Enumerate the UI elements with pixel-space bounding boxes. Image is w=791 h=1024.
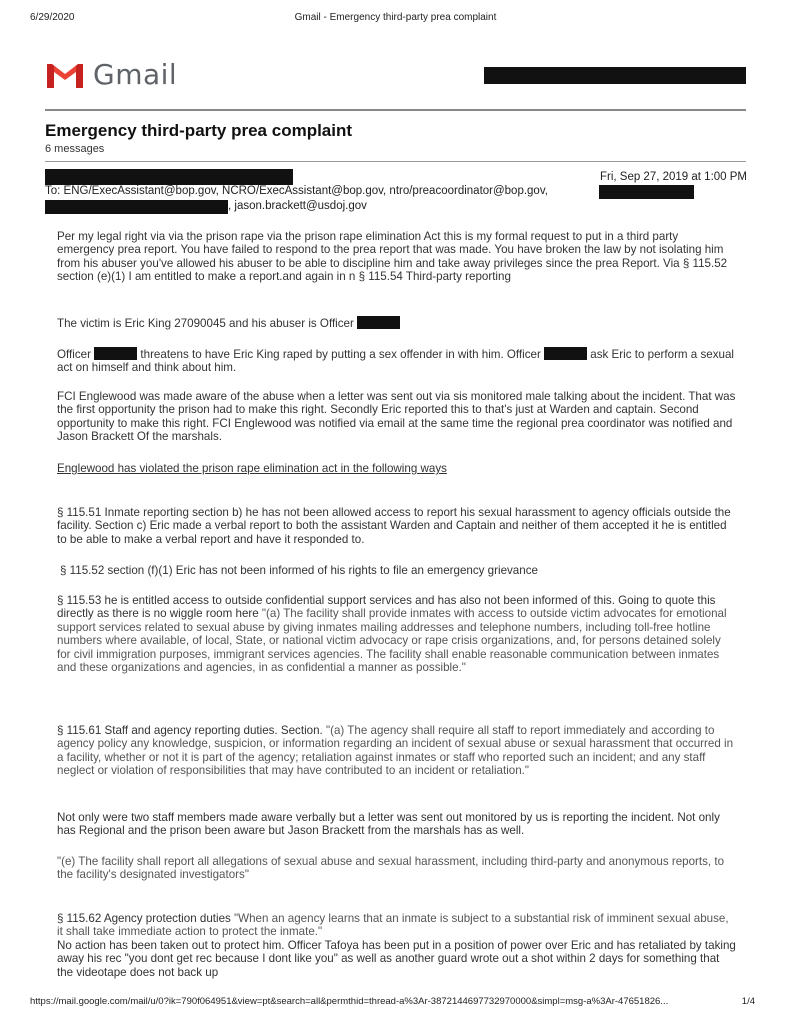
redacted-recipient <box>45 200 228 214</box>
paragraph: § 115.62 Agency protection duties "When an agency learns that an inmate is subject to a substantial risk of imminent sexual abuse, it shall take immediate action to protect the inmate." No action has been taken out to protect him. Officer Tafoya has been put in a position of power over Eric and has retaliated by taking away his rec "you dont get rec because I dont like you" as well as another guard wrote out a shot within 2 days for something that the videotape does not back up <box>57 912 736 979</box>
paragraph: Per my legal right via via the prison rape via the prison rape elimination Act this is my formal request to put in a third party emergency prea report. You have failed to respond to the prea report that was made. You have broken the law by not isolating him from his abuser you've allowed his abuser to be able to discipline him and take away privileges since the prea Report. Via § 115.52 section (e)(1) I am entitled to make a report.and again in n § 115.54 Third-party reporting <box>57 230 728 284</box>
print-date: 6/29/2020 <box>30 12 75 23</box>
thread-divider <box>45 161 746 162</box>
recipients-line: To: ENG/ExecAssistant@bop.gov, NCRO/ExecAssistant@bop.gov, ntro/preacoordinator@bop.gov, <box>45 185 548 197</box>
paragraph: Not only were two staff members made aware verbally but a letter was sent out monitored by us is reporting the incident. Not only has Regional and the prison been aware but Jason Brackett from the marshals has as well. <box>57 811 720 838</box>
gmail-m-icon <box>45 60 85 90</box>
paragraph: § 115.51 Inmate reporting section b) he has not been allowed access to report his sexual harassment to agency officials outside the facility. Section c) Eric made a verbal report to both the assistant Warden and Captain and neither of them accepted it he is entitled to be able to make a verbal report and have it responded to. <box>57 506 731 546</box>
page-number: 1/4 <box>741 996 755 1007</box>
redacted-account <box>484 67 746 84</box>
gmail-logo <box>45 60 85 95</box>
message-count: 6 messages <box>45 143 105 155</box>
paragraph: Officer threatens to have Eric King raped by putting a sex offender in with him. Officer ask Eric to perform a sexual act on himself and think about him. <box>57 348 734 375</box>
paragraph: § 115.52 section (f)(1) Eric has not been informed of his rights to file an emergency grievance <box>60 564 538 577</box>
redacted-sender <box>45 169 293 185</box>
print-url: https://mail.google.com/mail/u/0?ik=790f064951&view=pt&search=all&permthid=thread-a%3Ar-3872144697732970000&simpl=msg-a%3Ar-47651826... <box>30 996 669 1007</box>
recipients-line-2: , jason.brackett@usdoj.gov <box>228 200 367 212</box>
paragraph: § 115.53 he is entitled access to outside confidential support services and has also not been informed of this. Going to quote this directly as there is no wiggle room here "(a) The facility shall provide inmates with access to outside victim advocates for emotional support services related to sexual abuse by giving inmates mailing addresses and telephone numbers, including toll-free hotline numbers where available, of local, State, or national victim advocacy or rape crisis organizations, and, for persons detained solely for civil immigration purposes, immigrant services agencies. The facility shall enable reasonable communication between inmates and these organizations and agencies, in as confidential a manner as possible." <box>57 594 727 675</box>
gmail-logo-text: Gmail <box>93 58 178 91</box>
section-heading: Englewood has violated the prison rape elimination act in the following ways <box>57 462 447 475</box>
paragraph: § 115.61 Staff and agency reporting duties. Section. "(a) The agency shall require all staff to report immediately and according to agency policy any knowledge, suspicion, or information regarding an incident of sexual abuse or sexual harassment that occurred in a facility, whether or not it is part of the agency; retaliation against inmates or staff who reported such an incident; and any staff neglect or violation of responsibilities that may have contributed to an incident or retaliation." <box>57 724 734 778</box>
print-title: Gmail - Emergency third-party prea complaint <box>294 12 497 23</box>
quote-paragraph: "(e) The facility shall report all allegations of sexual abuse and sexual harassment, including third-party and anonymous reports, to the facility's designated investigators" <box>57 855 725 882</box>
paragraph: The victim is Eric King 27090045 and his abuser is Officer <box>57 316 737 330</box>
paragraph: FCI Englewood was made aware of the abuse when a letter was sent out via sis monitored male talking about the incident. That was the first opportunity the prison had to make this right. Secondly Eric reported this to that's just at Warden and captain. Second opportunity to make this right. FCI Englewood was notified via email at the same time the regional prea coordinator was notified and Jason Brackett Of the marshals. <box>57 390 736 444</box>
message-date: Fri, Sep 27, 2019 at 1:00 PM <box>599 171 747 183</box>
redacted-recipient <box>599 185 694 199</box>
header-divider <box>45 109 746 111</box>
thread-subject: Emergency third-party prea complaint <box>45 121 353 140</box>
